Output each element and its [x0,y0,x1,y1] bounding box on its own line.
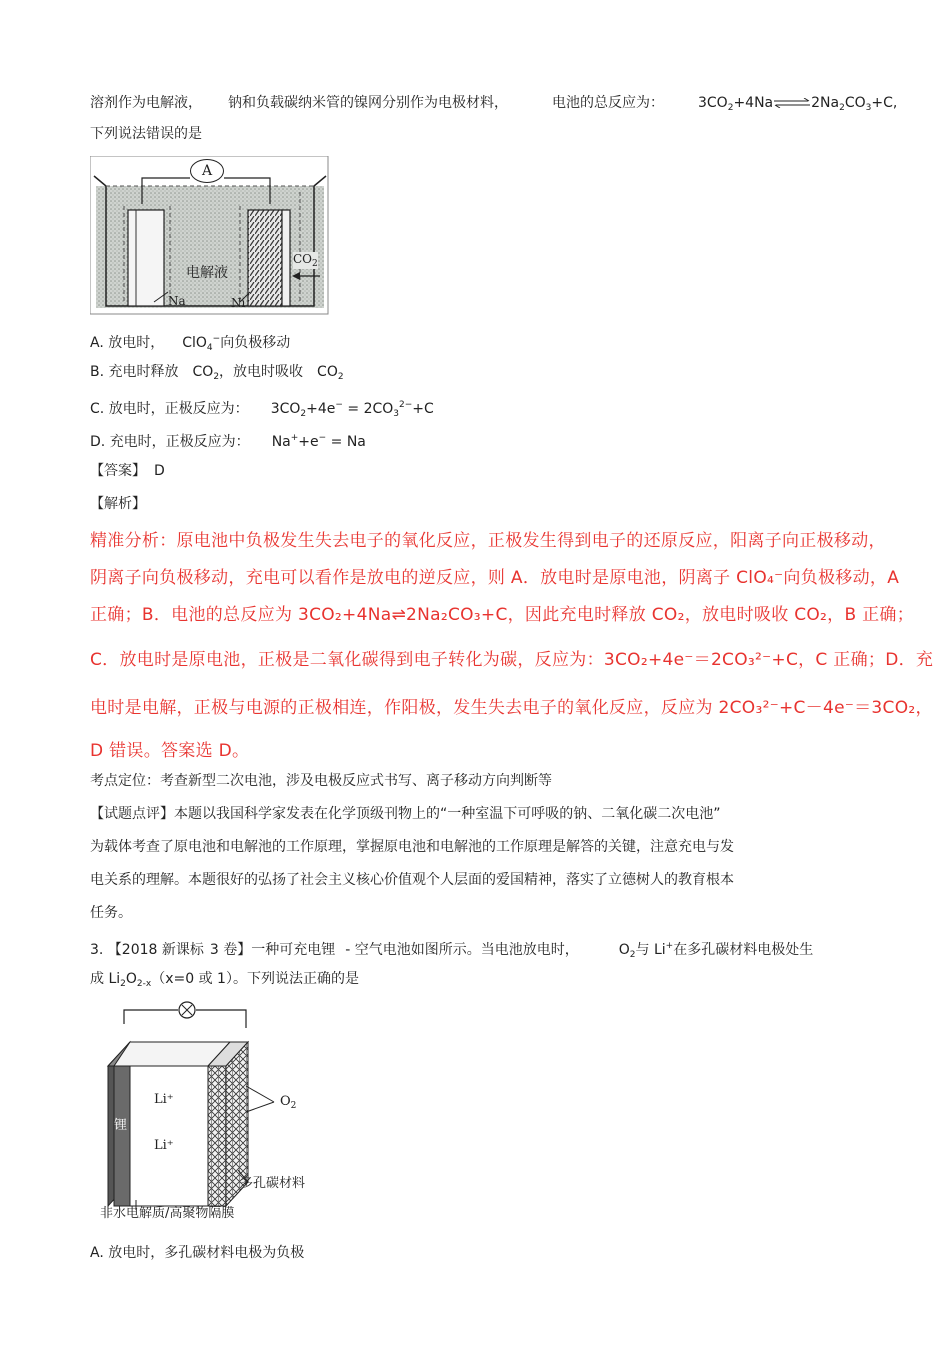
membrane-label: 非水电解质/高聚物隔膜 [100,1206,235,1221]
porous-carbon-label: 多孔碳材料 [240,1176,306,1191]
option-c: C. 放电时，正极反应为： $3CO_2+4e^- = 2CO_3^{2-}+C$ [90,400,434,419]
answer-value: D [154,463,165,479]
question3-line-1: 3. 【2018 新课标 3 卷】一种可充电锂 - 空气电池如图所示。当电池放电时， $O_2$与 Li+在多孔碳材料电极处生 [90,941,814,960]
intro-text-a: 溶剂作为电解液， [90,95,202,111]
analysis-label: 【解析】 [90,496,146,512]
na-label: Na [168,294,186,308]
o2-label: $O_2$ [280,1094,297,1111]
analysis-line-1: 精准分析：原电池中负极发生失去电子的氧化反应，正极发生得到电子的还原反应，阳离子向正极移动， [90,531,886,551]
figure-li-air-battery [96,996,336,1226]
ni-label: Ni [231,296,246,310]
ammeter-icon: A [190,159,224,183]
intro-line-2: 下列说法错误的是 [90,126,202,142]
dianping-line-4: 任务。 [90,905,132,921]
total-reaction-right: 2Na [811,95,840,111]
analysis-line-2: 阴离子向负极移动，充电可以看作是放电的逆反应，则 A．放电时是原电池，阴离子 ClO₄⁻向负极移动，A [90,568,900,588]
option-b: B. 充电时释放 $CO_2$，放电时吸收 $CO_2$ [90,364,344,382]
intro-text-b: 钠和负载碳纳米管的镍网分别作为电极材料， [228,95,508,111]
analysis-line-4: C．放电时是原电池，正极是二氧化碳得到电子转化为碳，反应为：3CO₂+4e⁻＝2CO₃²⁻+C，C 正确；D．充 [90,650,934,670]
question3-line-2: 成 $Li_2O_{2-x}(x=0$ 或 1）。下列说法正确的是 [90,971,359,989]
dianping-line-1: 【试题点评】本题以我国科学家发表在化学顶级刊物上的“一种室温下可呼吸的钠、二氧化碳二次电池” [90,806,721,822]
analysis-line-3: 正确；B．电池的总反应为 3CO₂+4Na⇌2Na₂CO₃+C，因此充电时释放 CO₂，放电时吸收 CO₂，B 正确； [90,605,915,625]
total-reaction-mid: +4Na [733,95,774,111]
total-reaction-end: +C, [871,95,898,111]
co2-label: $CO_2$ [293,252,318,269]
dianping-line-3: 电关系的理解。本题很好的弘扬了社会主义核心价值观个人层面的爱国精神，落实了立德树人的教育根本 [90,872,734,888]
analysis-line-6: D 错误。答案选 D。 [90,741,250,761]
intro-text-c: 电池的总反应为： [552,95,664,111]
total-reaction-right2: CO [844,95,866,111]
equilibrium-arrow-icon [773,94,811,104]
option-d: D. 充电时，正极反应为： Na++e− = Na [90,433,366,450]
option-a: A. 放电时， ClO$_4$−向负极移动 [90,334,291,353]
kaodian-line: 考点定位：考查新型二次电池，涉及电极反应式书写、离子移动方向判断等 [90,773,552,789]
analysis-line-5: 电时是电解，正极与电源的正极相连，作阳极，发生失去电子的氧化反应，反应为 2CO₃²⁻+C－4e⁻＝3CO₂， [90,698,933,718]
lithium-label: 锂 [114,1118,128,1133]
question3-option-a: A. 放电时，多孔碳材料电极为负极 [90,1245,305,1261]
intro-line-1: 溶剂作为电解液， 钠和负载碳纳米管的镍网分别作为电极材料， 电池的总反应为： $3CO_2+4Na$ $2Na_2CO_3+C$, [90,95,898,113]
figure-na-co2-battery [90,156,330,316]
answer-line: 【答案】 D [90,463,165,479]
total-reaction-left: 3CO [698,95,728,111]
li-ion-label-1: Li⁺ [154,1092,174,1107]
dianping-line-2: 为载体考查了原电池和电解池的工作原理，掌握原电池和电解池的工作原理是解答的关键，注意充电与发 [90,839,734,855]
electrolyte-label: 电解液 [186,265,228,281]
li-ion-label-2: Li⁺ [154,1138,174,1153]
